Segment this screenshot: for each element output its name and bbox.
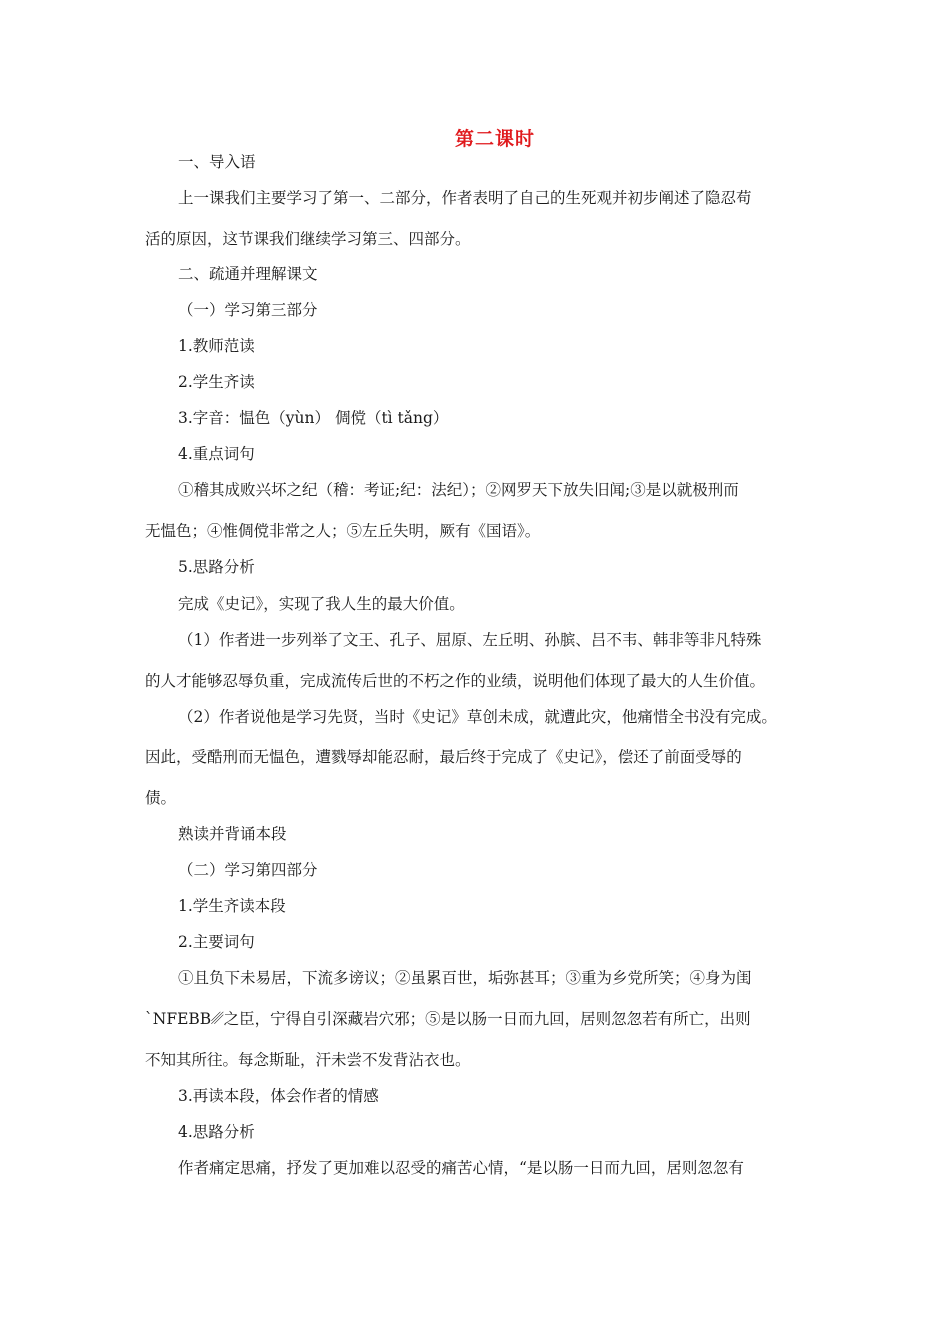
- section-heading: 二、疏通并理解课文: [178, 265, 318, 283]
- list-item: 4.思路分析: [178, 1123, 255, 1141]
- paragraph-line: `NFEBB␥之臣，宁得自引深藏岩穴邪；⑤是以肠一日而九回，居则忽忽若有所亡，出则: [145, 1010, 751, 1028]
- list-item: 2.学生齐读: [178, 373, 255, 391]
- paragraph-line: 上一课我们主要学习了第一、二部分，作者表明了自己的生死观并初步阐述了隐忍苟: [178, 189, 752, 207]
- paragraph-line: （2）作者说他是学习先贤，当时《史记》草创未成，就遭此灾，他痛惜全书没有完成。: [178, 708, 777, 726]
- paragraph-line: 熟读并背诵本段: [178, 825, 287, 843]
- list-item: 2.主要词句: [178, 933, 255, 951]
- paragraph-line: （1）作者进一步列举了文王、孔子、屈原、左丘明、孙膑、吕不韦、韩非等非凡特殊: [178, 631, 762, 649]
- paragraph-line: 因此，受酷刑而无愠色，遭戮辱却能忍耐，最后终于完成了《史记》，偿还了前面受辱的: [145, 748, 742, 766]
- paragraph-line: 的人才能够忍辱负重，完成流传后世的不朽之作的业绩，说明他们体现了最大的人生价值。: [145, 672, 766, 690]
- section-heading: 一、导入语: [178, 153, 256, 171]
- list-item: 3.字音：愠色（yùn） 倜傥（tì tǎng）: [178, 409, 449, 427]
- list-item: 4.重点词句: [178, 445, 255, 463]
- list-item: 3.再读本段，体会作者的情感: [178, 1087, 379, 1105]
- paragraph-line: 无愠色；④惟倜傥非常之人；⑤左丘失明，厥有《国语》。: [145, 522, 541, 540]
- paragraph-line: 活的原因，这节课我们继续学习第三、四部分。: [145, 230, 471, 248]
- paragraph-line: 完成《史记》，实现了我人生的最大价值。: [178, 595, 465, 613]
- paragraph-line: ①且负下未易居，下流多谤议；②虽累百世，垢弥甚耳；③重为乡党所笑；④身为闺: [178, 969, 752, 987]
- paragraph-line: 作者痛定思痛，抒发了更加难以忍受的痛苦心情，“是以肠一日而九回，居则忽忽有: [178, 1159, 744, 1177]
- subsection-heading: （一）学习第三部分: [178, 301, 318, 319]
- subsection-heading: （二）学习第四部分: [178, 861, 318, 879]
- list-item: 1.教师范读: [178, 337, 255, 355]
- paragraph-line: ①稽其成败兴坏之纪（稽：考证;纪：法纪）；②网罗天下放失旧闻;③是以就极刑而: [178, 481, 739, 499]
- page-title: 第二课时: [454, 128, 535, 150]
- list-item: 5.思路分析: [178, 558, 255, 576]
- list-item: 1.学生齐读本段: [178, 897, 286, 915]
- paragraph-line: 债。: [145, 789, 177, 807]
- paragraph-line: 不知其所往。每念斯耻，汗未尝不发背沾衣也。: [145, 1051, 471, 1069]
